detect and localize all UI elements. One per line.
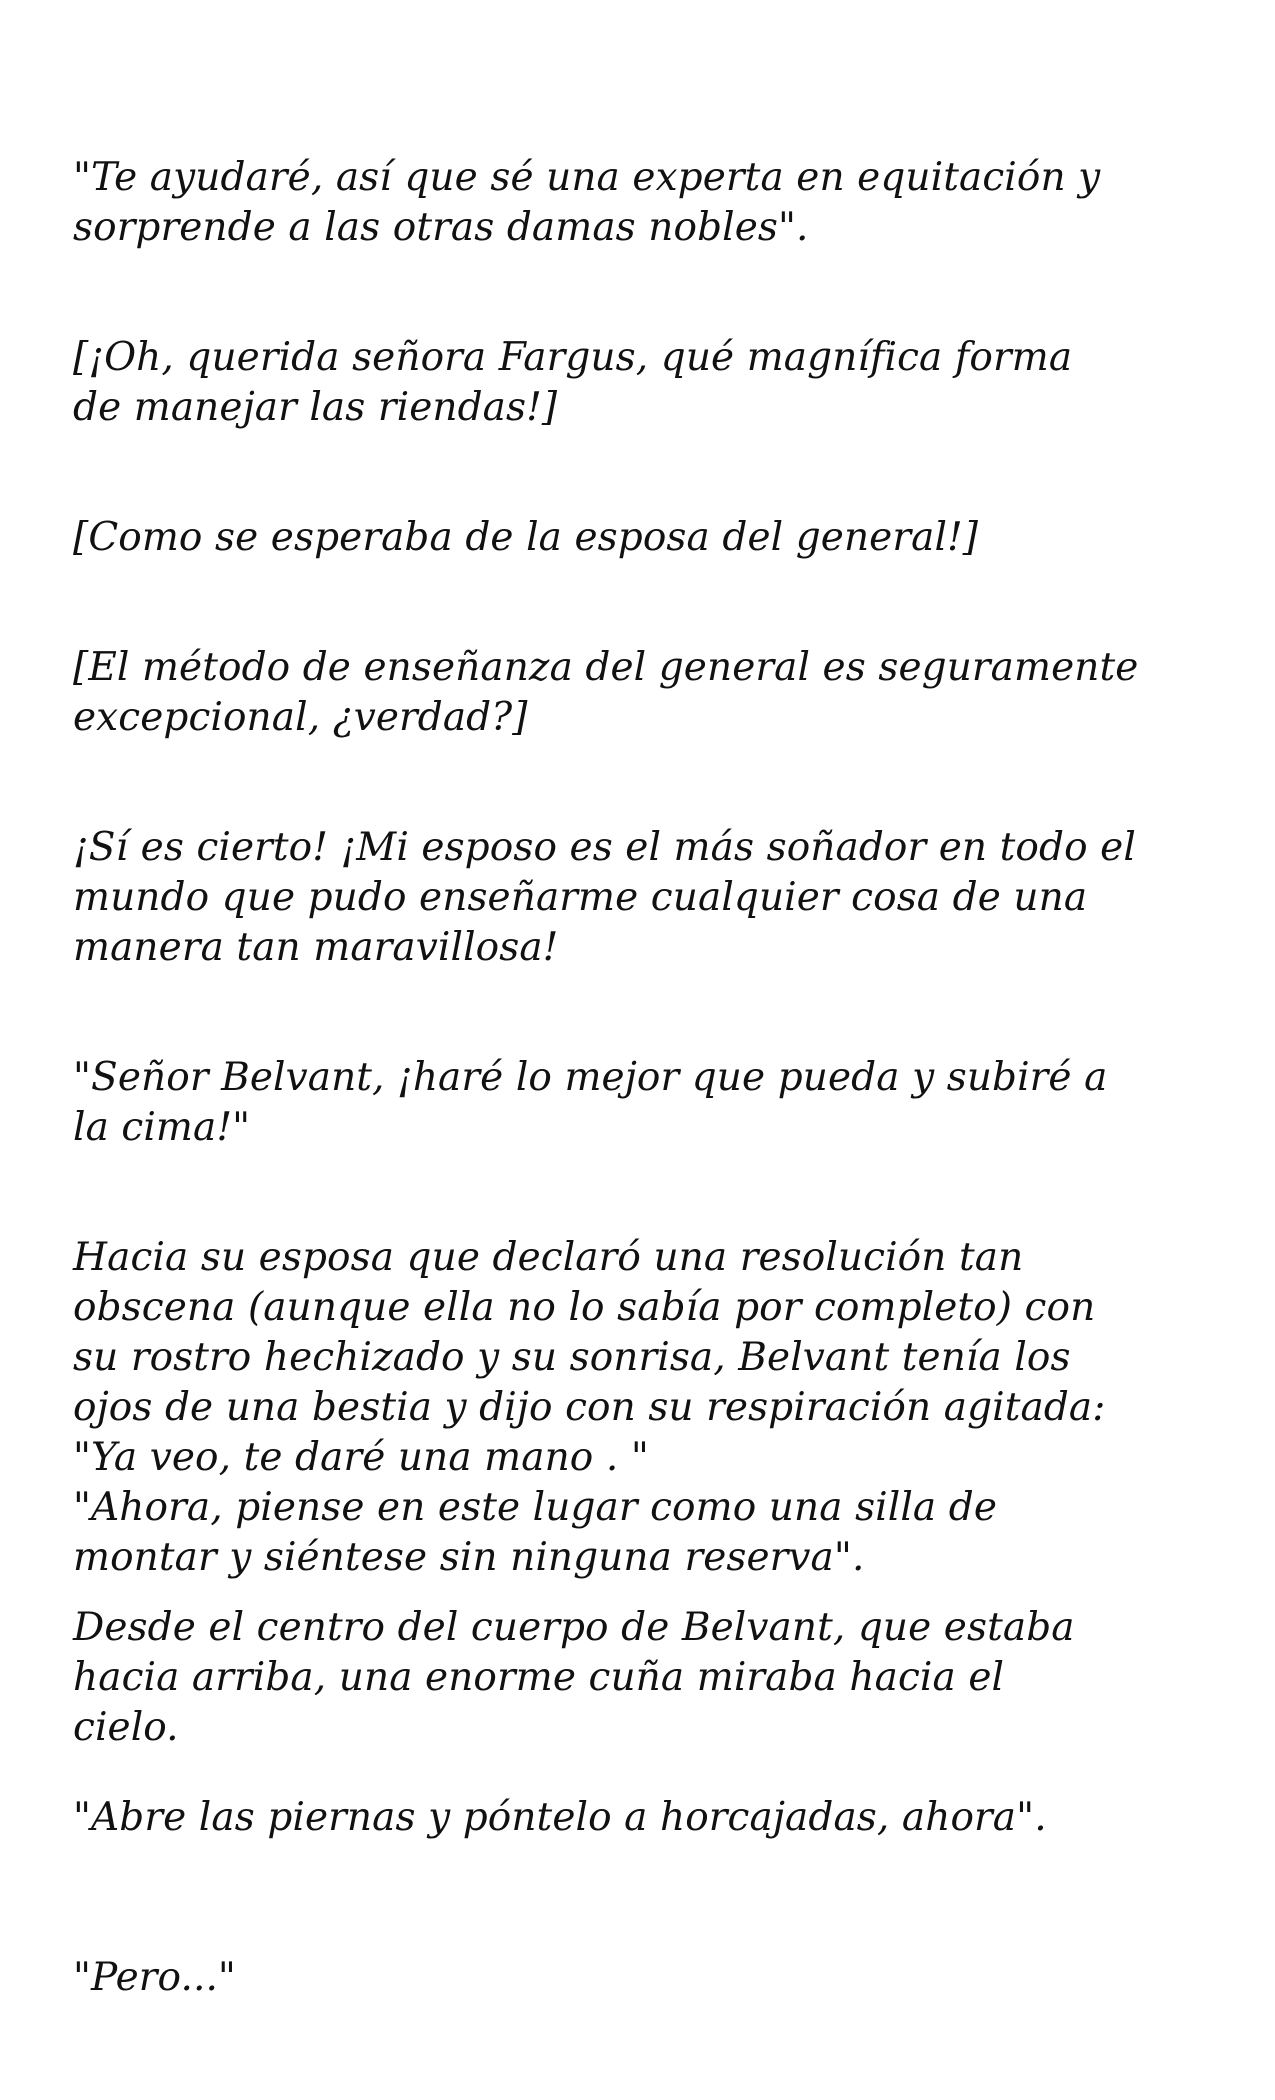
text-line: mundo que pudo enseñarme cualquier cosa de una: [73, 875, 1088, 920]
paragraph-8: [73, 1603, 1213, 1753]
text-line: "Ya veo, te daré una mano . ": [73, 1435, 649, 1480]
text-line: su rostro hechizado y su sonrisa, Belvant tenía los: [73, 1335, 1071, 1380]
text-line: "Señor Belvant, ¡haré lo mejor que pueda y subiré a: [73, 1055, 1108, 1100]
text-line: montar y siéntese sin ninguna reserva".: [73, 1535, 865, 1580]
text-line: Hacia su esposa que declaró una resolución tan: [73, 1235, 1024, 1280]
paragraph-5: [73, 823, 1213, 973]
text-line: ojos de una bestia y dijo con su respiración agitada:: [73, 1385, 1106, 1430]
paragraph-1: [73, 153, 1213, 253]
text-line: manera tan maravillosa!: [73, 925, 559, 970]
text-line: la cima!": [73, 1105, 251, 1150]
text-line: hacia arriba, una enorme cuña miraba hacia el: [73, 1655, 1005, 1700]
text-line: "Ahora, piense en este lugar como una silla de: [73, 1485, 997, 1530]
paragraph-10: [73, 1953, 1213, 2003]
text-line: excepcional, ¿verdad?]: [73, 695, 528, 740]
text-line: obscena (aunque ella no lo sabía por completo) con: [73, 1285, 1096, 1330]
paragraph-9: [73, 1793, 1213, 1843]
text-line: de manejar las riendas!]: [73, 385, 558, 430]
text-line: [¡Oh, querida señora Fargus, qué magnífica forma: [73, 335, 1073, 380]
text-line: [El método de enseñanza del general es seguramente: [73, 645, 1139, 690]
text-line: "Abre las piernas y póntelo a horcajadas, ahora".: [73, 1795, 1047, 1840]
text-line: "Pero...": [73, 1955, 236, 2000]
text-line: ¡Sí es cierto! ¡Mi esposo es el más soñador en todo el: [73, 825, 1136, 870]
text-line: [Como se esperaba de la esposa del general!]: [73, 515, 979, 560]
text-line: sorprende a las otras damas nobles".: [73, 205, 809, 250]
paragraph-3: [73, 513, 1213, 563]
paragraph-4: [73, 643, 1213, 743]
paragraph-6: [73, 1053, 1213, 1153]
paragraph-7: [73, 1233, 1213, 1583]
text-line: "Te ayudaré, así que sé una experta en equitación y: [73, 155, 1101, 200]
paragraph-2: [73, 333, 1213, 433]
text-line: Desde el centro del cuerpo de Belvant, que estaba: [73, 1605, 1075, 1650]
text-line: cielo.: [73, 1705, 179, 1750]
